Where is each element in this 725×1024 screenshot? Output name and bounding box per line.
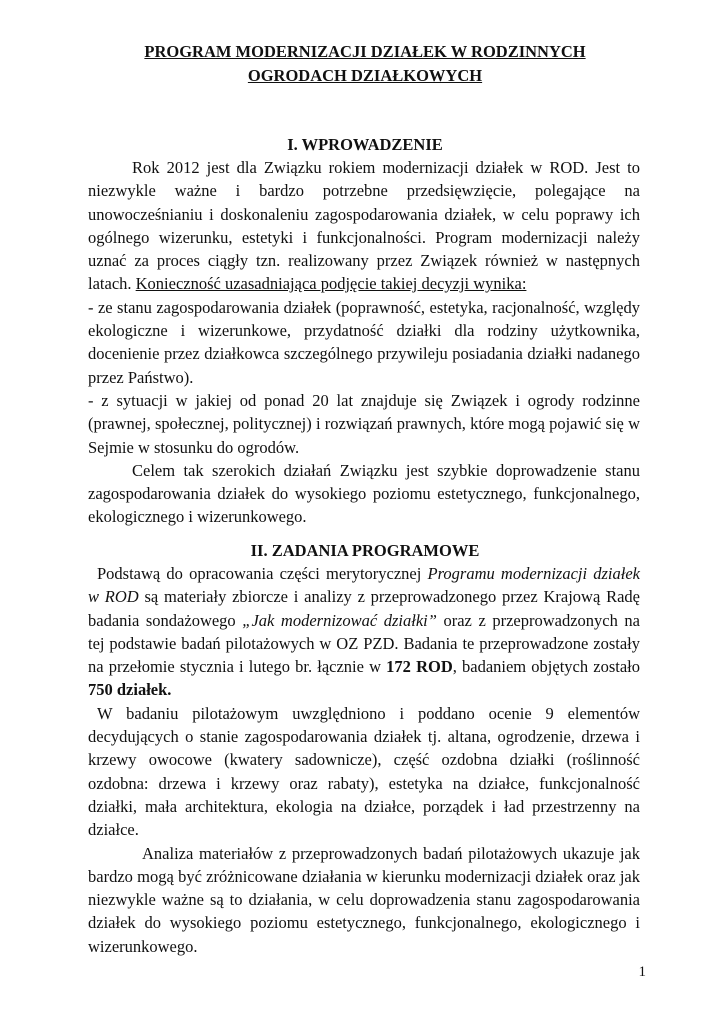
section-2-paragraph-1 xyxy=(88,562,640,702)
section-1-body xyxy=(88,156,640,529)
document-title-line-2: OGRODACH DZIAŁKOWYCH xyxy=(247,66,483,85)
section-2-paragraph-2: W badaniu pilotażowym uwzględniono i poddano ocenie 9 elementów decydujących o stanie zagospodarowania działek tj. altana, ogrodzenie, drzewa i krzewy owocowe (kwatery sadownicze), część ozdobna działki (roślinność ozdobna: drzewa i krzewy oraz rabaty), estetyka na działce, funkcjonalność działki, mała architektura, ekologia na działce, porządek i ład przestrzenny na działce. xyxy=(88,703,640,840)
document-title-line-1: PROGRAM MODERNIZACJI DZIAŁEK W RODZINNYCH xyxy=(144,42,586,61)
section-1-paragraph-1 xyxy=(88,156,640,296)
p1-part-c: są materiały zbiorcze i analizy z przeprowadzonego przez Krajową Radę badania sondażowego xyxy=(88,587,640,630)
rod-count-bold: 172 ROD xyxy=(386,657,453,677)
section-1-paragraph-1-text: Rok 2012 jest dla Związku rokiem modernizacji działek w ROD. Jest to niezwykle ważne i bardzo potrzebne przedsięwzięcie, polegające na unowocześnianiu i doskonaleniu zagospodarowania działek, w celu poprawy ich ogólnego wizerunku, estetyki i funkcjonalności. Program modernizacji należy uznać za proces ciągły tzn. realizowany przez Związek również w następnych latach. xyxy=(88,158,640,294)
bullet-item-1: - ze stanu zagospodarowania działek (poprawność, estetyka, racjonalność, względy ekologiczne i wizerunkowe, przydatność działki dla rodziny użytkownika, docenienie przez działkowca szczególnego przywileju posiadania działki nadanego przez Państwo). xyxy=(88,297,640,387)
underlined-phrase: Konieczność uzasadniająca podjęcie takiej decyzji wynika: xyxy=(135,274,527,294)
program-title-italic: Programu modernizacji działek w ROD xyxy=(88,564,640,607)
section-1-heading: I. WPROWADZENIE xyxy=(287,135,443,154)
page-number: 1 xyxy=(638,964,646,980)
p1-part-g: , badaniem objętych zostało xyxy=(452,657,640,677)
p1-part-a: Podstawą do opracowania części merytorycznej xyxy=(97,564,428,583)
section-2-paragraph-3: Analiza materiałów z przeprowadzonych badań pilotażowych ukazuje jak bardzo mogą być zróżnicowane działania w kierunku modernizacji działek oraz jak niezwykle ważne są to działania, w celu doprowadzenia stanu zagospodarowania działek do wysokiego poziomu estetycznego, funkcjonalnego, ekologicznego i wizerunkowego. xyxy=(88,843,640,956)
p1-part-e: oraz z przeprowadzonych na tej podstawie badań pilotażowych w OZ PZD. Badania te przeprowadzone zostały na przełomie stycznia i lutego br. łącznie w xyxy=(88,610,640,677)
section-2-heading: II. ZADANIA PROGRAMOWE xyxy=(250,541,480,560)
survey-title-italic: „Jak modernizować działki” xyxy=(242,610,437,630)
section-1-paragraph-2: Celem tak szerokich działań Związku jest szybkie doprowadzenie stanu zagospodarowania działek do wysokiego poziomu estetycznego, funkcjonalnego, ekologicznego i wizerunkowego. xyxy=(88,460,640,527)
section-2-body xyxy=(88,562,640,958)
bullet-item-2: - z sytuacji w jakiej od ponad 20 lat znajduje się Związek i ogrody rodzinne (prawnej, społecznej, politycznej) i rozwiązań prawnych, które mogą pojawić się w Sejmie w stosunku do ogrodów. xyxy=(88,390,640,457)
plot-count-bold: 750 działek. xyxy=(88,680,172,700)
